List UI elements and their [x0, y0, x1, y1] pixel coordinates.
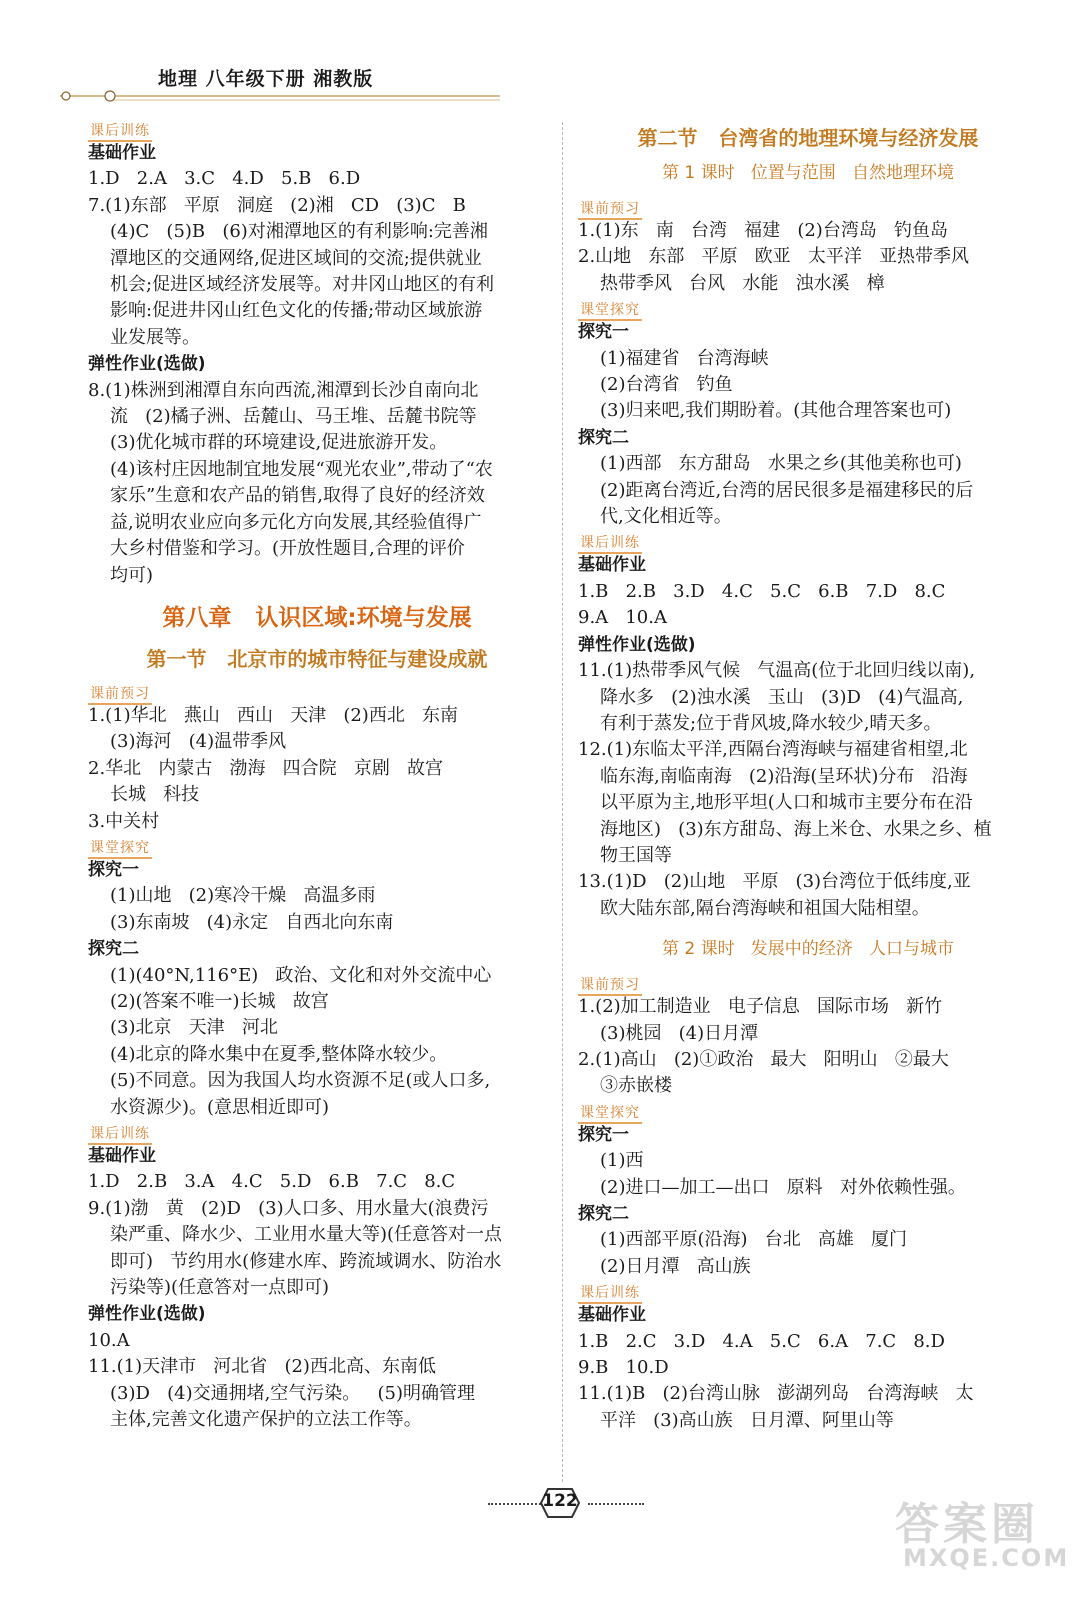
page-number-dots-right: [588, 1503, 644, 1505]
answer-block: [578, 1302, 1038, 1434]
answer-line: 染严重、降水少、工业用水量大等)(任意答对一点: [110, 1224, 503, 1246]
watermark-url: MXQE.COM: [903, 1544, 1070, 1572]
answer-line: 益,说明农业应向多元化方向发展,其经验值得广: [110, 511, 482, 533]
answer-block: [578, 218, 1038, 297]
answer-line: 代,文化相近等。: [600, 506, 732, 528]
answer-line: 1.(2)加工制造业 电子信息 国际市场 新竹: [578, 996, 943, 1018]
answer-block: [578, 319, 1038, 530]
section-tag-after-class: 课后训练: [578, 1284, 642, 1304]
section-tag-preview: 课前预习: [578, 976, 642, 996]
column-divider: [562, 122, 563, 1482]
left-column: [88, 118, 546, 1433]
answer-line: 业发展等。: [110, 326, 200, 348]
answer-line: (5)不同意。因为我国人均水资源不足(或人口多,: [110, 1070, 491, 1092]
answer-line: 1.B 2.C 3.D 4.A 5.C 6.A 7.C 8.D: [578, 1330, 945, 1352]
answer-line: 12.(1)东临太平洋,西隔台湾海峡与福建省相望,北: [578, 739, 968, 761]
right-column: [578, 124, 1038, 1434]
subheading: 基础作业: [578, 555, 646, 576]
answer-line: 13.(1)D (2)山地 平原 (3)台湾位于低纬度,亚: [578, 871, 971, 893]
subheading: 基础作业: [578, 1305, 646, 1326]
answer-line: 平洋 (3)高山族 日月潭、阿里山等: [600, 1409, 894, 1431]
section-title: 第二节 台湾省的地理环境与经济发展: [637, 126, 979, 150]
answer-line: 2.山地 东部 平原 欧亚 太平洋 亚热带季风: [578, 246, 969, 268]
subheading: 探究二: [88, 939, 139, 960]
answer-line: 欧大陆东部,隔台湾海峡和祖国大陆相望。: [600, 897, 930, 919]
answer-line: 海地区) (3)东方甜岛、海上米仓、水果之乡、植: [600, 818, 992, 840]
section-tag-after-class: 课后训练: [88, 1125, 152, 1145]
answer-line: 7.(1)东部 平原 洞庭 (2)湘 CD (3)C B: [88, 194, 466, 216]
subheading: 探究一: [88, 859, 139, 880]
answer-line: 2.(1)高山 (2)①政治 最大 阳明山 ②最大: [578, 1048, 949, 1070]
answer-line: (3)东南坡 (4)永定 自西北向东南: [110, 911, 394, 933]
answer-line: (2)日月潭 高山族: [600, 1255, 751, 1277]
answer-line: (3)优化城市群的环境建设,促进旅游开发。: [110, 432, 448, 454]
section-tag-preview: 课前预习: [88, 685, 152, 705]
section-tag-in-class: 课堂探究: [88, 839, 152, 859]
answer-line: 11.(1)热带季风气候 气温高(位于北回归线以南),: [578, 660, 976, 682]
subheading: 弹性作业(选做): [88, 1304, 206, 1325]
answer-line: (2)(答案不唯一)长城 故宫: [110, 990, 329, 1012]
answer-line: 1.B 2.B 3.D 4.C 5.C 6.B 7.D 8.C: [578, 580, 946, 602]
answer-line: (4)该村庄因地制宜地发展“观光农业”,带动了“农: [110, 458, 493, 480]
answer-line: 2.华北 内蒙古 渤海 四合院 京剧 故宫: [88, 757, 443, 779]
lesson-title: 第 1 课时 位置与范围 自然地理环境: [661, 163, 955, 183]
watermark-text: 答案圈: [895, 1499, 1039, 1550]
answer-line: 11.(1)B (2)台湾山脉 澎湖列岛 台湾海峡 太: [578, 1383, 974, 1405]
answer-block: [578, 1122, 1038, 1280]
section-tag-after-class: 课后训练: [578, 534, 642, 554]
subheading: 弹性作业(选做): [88, 354, 206, 375]
answer-line: 10.A: [88, 1329, 130, 1351]
answer-line: 热带季风 台风 水能 浊水溪 樟: [600, 272, 885, 294]
answer-line: (4)C (5)B (6)对湘潭地区的有利影响:完善湘: [110, 221, 488, 243]
answer-line: 流 (2)橘子洲、岳麓山、马王堆、岳麓书院等: [110, 406, 477, 428]
page-number-dots-left: [488, 1503, 544, 1505]
subheading: 弹性作业(选做): [578, 634, 696, 655]
answer-line: (2)距离台湾近,台湾的居民很多是福建移民的后: [600, 479, 974, 501]
answer-block: [88, 1143, 546, 1433]
answer-line: (3)桃园 (4)日月潭: [600, 1022, 759, 1044]
answer-line: 大乡村借鉴和学习。(开放性题目,合理的评价: [110, 538, 465, 560]
lesson-title: 第 2 课时 发展中的经济 人口与城市: [661, 939, 955, 960]
answer-line: 以平原为主,地形平坦(人口和城市主要分布在沿: [600, 792, 973, 814]
watermark-logo: [895, 1488, 1075, 1588]
answer-block: [578, 994, 1038, 1100]
answer-line: (1)西部 东方甜岛 水果之乡(其他美称也可): [600, 453, 962, 475]
page-number: [488, 1483, 658, 1523]
answer-line: (1)西: [600, 1150, 644, 1172]
answer-line: 9.A 10.A: [578, 607, 667, 629]
answer-line: 家乐”生意和农产品的销售,取得了良好的经济效: [110, 485, 485, 507]
answer-line: 降水多 (2)浊水溪 玉山 (3)D (4)气温高,: [600, 686, 964, 708]
answer-line: (1)福建省 台湾海峡: [600, 347, 769, 369]
answer-line: 主体,完善文化遗产保护的立法工作等。: [110, 1409, 422, 1431]
answer-line: 机会;促进区域经济发展等。对井冈山地区的有利: [110, 274, 495, 296]
answer-line: 潭地区的交通网络,促进区域间的交流;提供就业: [110, 247, 482, 269]
header-rule-decoration: [60, 88, 500, 104]
section-tag-preview: 课前预习: [578, 200, 642, 220]
answer-line: 9.(1)渤 黄 (2)D (3)人口多、用水量大(浪费污: [88, 1197, 489, 1219]
answer-line: 物王国等: [600, 844, 672, 866]
answer-line: (1)山地 (2)寒冷干燥 高温多雨: [110, 885, 376, 907]
answer-line: (2)台湾省 钓鱼: [600, 374, 733, 396]
answer-line: 污染等)(任意答对一点即可): [110, 1277, 330, 1299]
answer-line: 3.中关村: [88, 810, 160, 832]
answer-line: 水资源少)。(意思相近即可): [110, 1096, 330, 1118]
subheading: 基础作业: [88, 143, 156, 163]
section-title: 第一节 北京市的城市特征与建设成就: [146, 646, 488, 671]
answer-line: 8.(1)株洲到湘潭自东向西流,湘潭到长沙自南向北: [88, 379, 479, 401]
answer-line: 均可): [110, 564, 154, 586]
section-tag-in-class: 课堂探究: [578, 301, 642, 321]
answer-line: 长城 科技: [110, 784, 200, 806]
chapter-title: 第八章 认识区域:环境与发展: [162, 604, 472, 631]
answer-line: (2)进口—加工—出口 原料 对外依赖性强。: [600, 1176, 966, 1198]
answer-line: (3)归来吧,我们期盼着。(其他合理答案也可): [600, 400, 952, 422]
answer-line: 即可) 节约用水(修建水库、跨流域调水、防治水: [110, 1250, 502, 1272]
answer-line: 1.D 2.A 3.C 4.D 5.B 6.D: [88, 168, 361, 190]
answer-line: (3)D (4)交通拥堵,空气污染。 (5)明确管理: [110, 1382, 475, 1404]
subheading: 探究一: [578, 1124, 629, 1145]
subheading: 探究二: [578, 427, 629, 448]
answer-line: (4)北京的降水集中在夏季,整体降水较少。: [110, 1043, 448, 1065]
answer-block: [578, 552, 1038, 922]
answer-line: 1.(1)东 南 台湾 福建 (2)台湾岛 钓鱼岛: [578, 220, 948, 241]
answer-line: 1.D 2.B 3.A 4.C 5.D 6.B 7.C 8.C: [88, 1171, 456, 1193]
header-title: 地理 八年级下册 湘教版: [158, 68, 374, 90]
answer-line: ③赤嵌楼: [600, 1075, 672, 1097]
subheading: 基础作业: [88, 1146, 156, 1166]
answer-block: [88, 857, 546, 1121]
answer-block: [88, 140, 546, 589]
answer-line: (3)北京 天津 河北: [110, 1017, 278, 1039]
answer-line: 9.B 10.D: [578, 1357, 669, 1379]
answer-line: 临东海,南临南海 (2)沿海(呈环状)分布 沿海: [600, 765, 968, 787]
section-tag-in-class: 课堂探究: [578, 1104, 642, 1124]
answer-line: (1)(40°N,116°E) 政治、文化和对外交流中心: [110, 964, 492, 986]
answer-line: 11.(1)天津市 河北省 (2)西北高、东南低: [88, 1356, 436, 1378]
answer-line: (3)海河 (4)温带季风: [110, 731, 287, 753]
page-header: [60, 58, 500, 108]
answer-block: [88, 703, 546, 835]
answer-line: 有利于蒸发;位于背风坡,降水较少,晴天多。: [600, 712, 942, 734]
section-tag-after-class: 课后训练: [88, 122, 152, 142]
page-number-text: 122: [542, 1491, 578, 1511]
answer-line: (1)西部平原(沿海) 台北 高雄 厦门: [600, 1229, 908, 1251]
subheading: 探究一: [578, 322, 629, 343]
answer-line: 1.(1)华北 燕山 西山 天津 (2)西北 东南: [88, 704, 458, 726]
subheading: 探究二: [578, 1204, 629, 1224]
answer-line: 影响:促进井冈山红色文化的传播;带动区域旅游: [110, 300, 483, 322]
